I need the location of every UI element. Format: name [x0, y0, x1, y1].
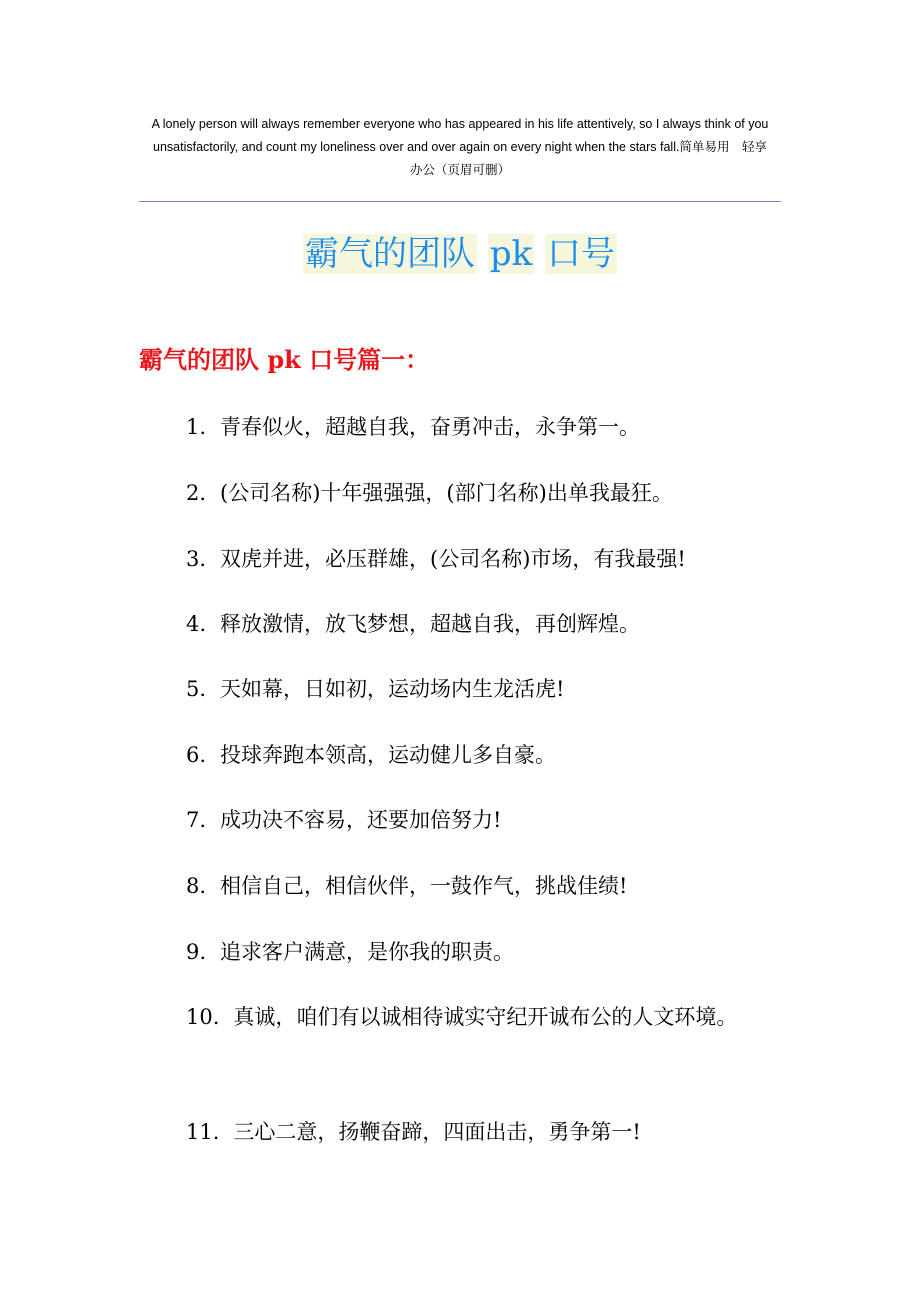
slogan-text: 相信自己，相信伙伴，一鼓作气，挑战佳绩! — [220, 874, 628, 898]
slogan-item — [186, 1116, 641, 1148]
slogan-text: 真诚，咱们有以诚相待诚实守纪开诚布公的人文环境。 — [233, 1005, 738, 1029]
header-line-2: unsatisfactorily, and count my loneliness over and over again on every night when the stars fall.简单易用 轻享 — [153, 140, 767, 154]
header-line-3: 办公（页眉可删） — [409, 163, 510, 177]
slogan-item — [186, 936, 514, 968]
slogan-item — [186, 411, 640, 443]
slogan-text: 释放激情，放飞梦想，超越自我，再创辉煌。 — [220, 612, 641, 636]
slogan-number: 4. — [186, 612, 207, 636]
slogan-text: 追求客户满意，是你我的职责。 — [220, 940, 515, 964]
title-part-2: pk — [489, 234, 533, 274]
header-line-1: A lonely person will always remember everyone who has appeared in his life attentively, so I always think of you — [151, 117, 769, 131]
slogan-item — [186, 870, 627, 902]
slogan-text: 双虎并进，必压群雄，(公司名称)市场，有我最强! — [220, 547, 686, 571]
slogan-item — [186, 804, 502, 836]
slogan-item — [186, 739, 556, 771]
slogan-number: 10. — [186, 1005, 220, 1029]
slogan-item — [186, 543, 686, 575]
title-part-3: 口号 — [547, 234, 615, 274]
page-header — [140, 113, 780, 182]
slogan-number: 8. — [186, 874, 207, 898]
slogan-item — [186, 673, 564, 705]
slogan-text: 天如幕，日如初，运动场内生龙活虎! — [220, 677, 565, 701]
slogan-number: 9. — [186, 940, 207, 964]
slogan-item — [186, 477, 673, 509]
slogan-text: 三心二意，扬鞭奋蹄，四面出击，勇争第一! — [233, 1120, 641, 1144]
slogan-number: 5. — [186, 677, 207, 701]
slogan-number: 7. — [186, 808, 207, 832]
slogan-text: 成功决不容易，还要加倍努力! — [220, 808, 502, 832]
slogan-number: 6. — [186, 743, 207, 767]
slogan-number: 3. — [186, 547, 207, 571]
slogan-number: 1. — [186, 415, 207, 439]
header-divider — [139, 201, 781, 202]
document-title — [0, 230, 920, 278]
slogan-number: 11. — [186, 1120, 220, 1144]
section-heading: 霸气的团队 pk 口号篇一： — [139, 345, 430, 374]
slogan-text: (公司名称)十年强强强，(部门名称)出单我最狂。 — [220, 481, 673, 505]
slogan-text: 青春似火，超越自我，奋勇冲击，永争第一。 — [220, 415, 641, 439]
slogan-item — [186, 608, 640, 640]
slogan-item — [186, 1001, 737, 1033]
slogan-text: 投球奔跑本领高，运动健儿多自豪。 — [220, 743, 557, 767]
slogan-number: 2. — [186, 481, 207, 505]
title-part-1: 霸气的团队 — [305, 234, 475, 274]
